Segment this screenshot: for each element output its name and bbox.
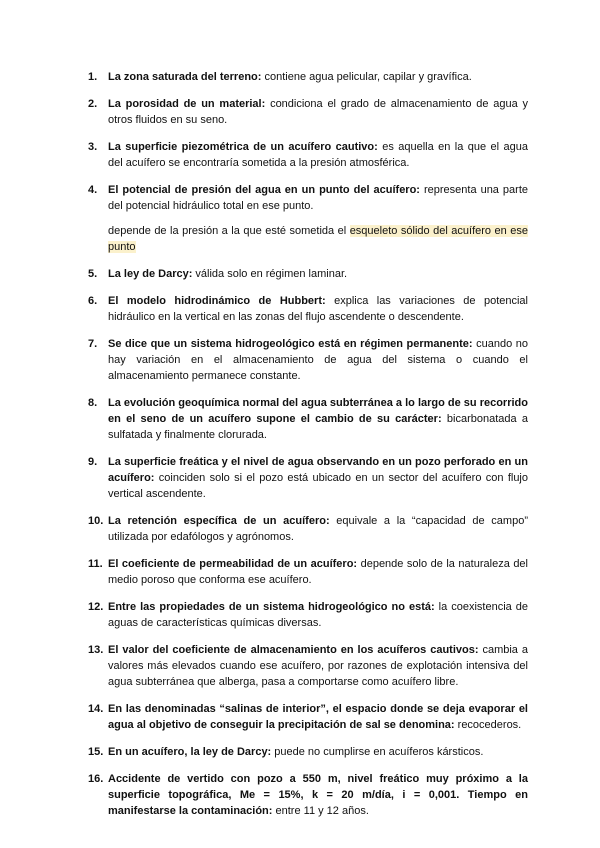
- item-answer: la coexistencia de aguas de características químicas diversas.: [108, 601, 528, 629]
- item-answer: cuando no hay variación en el almacenamiento de agua del sistema o cuando el almacenamiento permanece constante.: [108, 338, 529, 382]
- list-item: [88, 336, 528, 384]
- list-item: [88, 599, 528, 631]
- list-item: [88, 293, 528, 325]
- item-question: Accidente de vertido con pozo a 550 m, nivel freático muy próximo a la superficie topográfica, Me = 15%, k = 20 m/día, i = 0,001. Tiempo en manifestarse la contaminación:: [108, 773, 528, 817]
- question-list: [88, 69, 528, 830]
- list-item: [88, 266, 528, 282]
- item-question: La retención específica de un acuífero:: [108, 515, 330, 527]
- item-number: 15.: [88, 746, 104, 758]
- item-question: En las denominadas “salinas de interior”, el espacio donde se deja evaporar el agua al objetivo de conseguir la precipitación de sal se denomina:: [108, 703, 528, 731]
- list-item: [88, 139, 528, 171]
- list-item: [88, 556, 528, 588]
- item-answer: representa una parte del potencial hidráulico total en ese punto.: [108, 184, 528, 212]
- item-question: El valor del coeficiente de almacenamiento en los acuíferos cautivos:: [108, 644, 479, 656]
- item-question: La porosidad de un material:: [108, 98, 266, 110]
- highlighted-text[interactable]: esqueleto sólido del acuífero en ese punto: [108, 225, 529, 253]
- item-question: Entre las propiedades de un sistema hidrogeológico no está:: [108, 601, 435, 613]
- item-question: El coeficiente de permeabilidad de un acuífero:: [108, 558, 358, 570]
- item-number: 6.: [88, 295, 98, 307]
- item-number: 13.: [88, 644, 104, 656]
- list-item: [88, 182, 528, 214]
- item-question: La ley de Darcy:: [108, 268, 193, 280]
- item-answer: recocederos.: [454, 719, 522, 731]
- item-number: 5.: [88, 268, 98, 280]
- item-answer: entre 11 y 12 años.: [272, 805, 369, 817]
- item-answer: depende solo de la naturaleza del medio poroso que conforma ese acuífero.: [108, 558, 528, 586]
- item-question: Se dice que un sistema hidrogeológico está en régimen permanente:: [108, 338, 473, 350]
- list-item: [88, 771, 528, 819]
- item-number: 16.: [88, 773, 104, 785]
- item-answer: explica las variaciones de potencial hidráulico en la vertical en las zonas del flujo ascendente o descendente.: [108, 295, 528, 323]
- item-answer: bicarbonatada a sulfatada y finalmente clorurada.: [108, 413, 528, 441]
- item-answer: puede no cumplirse en acuíferos kársticos.: [271, 746, 484, 758]
- item-number: 11.: [88, 558, 103, 570]
- item-question: La superficie piezométrica de un acuífero cautivo:: [108, 141, 378, 153]
- item-answer: cambia a valores más elevados cuando ese acuífero, por razones de explotación intensiva del agua subterránea que alberga, pasa a comportarse como acuífero libre.: [108, 644, 528, 688]
- item-answer: contiene agua pelicular, capilar y gravífica.: [261, 71, 472, 83]
- item-question: La superficie freática y el nivel de agua observando en un pozo perforado en un acuífero:: [108, 456, 528, 484]
- list-item: [88, 744, 528, 760]
- item-question: El modelo hidrodinámico de Hubbert:: [108, 295, 326, 307]
- list-item: [88, 69, 528, 85]
- list-item: [88, 513, 528, 545]
- item-number: 2.: [88, 98, 98, 110]
- item-number: 10.: [88, 515, 104, 527]
- item-answer: válida solo en régimen laminar.: [192, 268, 348, 280]
- item-question: El potencial de presión del agua en un punto del acuífero:: [108, 184, 420, 196]
- list-item: [88, 96, 528, 128]
- note-text: depende de la presión a la que esté sometida el: [108, 225, 350, 237]
- list-item: [88, 642, 528, 690]
- item-number: 4.: [88, 184, 98, 196]
- item-question: La zona saturada del terreno:: [108, 71, 262, 83]
- item-number: 12.: [88, 601, 104, 613]
- item-number: 14.: [88, 703, 104, 715]
- item-number: 3.: [88, 141, 98, 153]
- item-answer: condiciona el grado de almacenamiento de agua y otros fluidos en su seno.: [108, 98, 528, 126]
- list-item: [88, 701, 528, 733]
- item-answer: coinciden solo si el pozo está ubicado en un sector del acuífero con flujo vertical ascendente.: [108, 472, 528, 500]
- item-answer: es aquella en la que el agua del acuífero se encontraría sometida a la presión atmosférica.: [108, 141, 528, 169]
- list-item: [88, 395, 528, 443]
- item-question: En un acuífero, la ley de Darcy:: [108, 746, 272, 758]
- item-number: 9.: [88, 456, 98, 468]
- item-answer: equivale a la “capacidad de campo” utilizada por edafólogos y agrónomos.: [108, 515, 528, 543]
- item-number: 1.: [88, 71, 98, 83]
- item-4-note: [88, 223, 528, 255]
- list-item: [88, 454, 528, 502]
- item-question: La evolución geoquímica normal del agua subterránea a lo largo de su recorrido en el seno de un acuífero supone el cambio de su carácter:: [108, 397, 528, 425]
- item-number: 8.: [88, 397, 98, 409]
- item-number: 7.: [88, 338, 98, 350]
